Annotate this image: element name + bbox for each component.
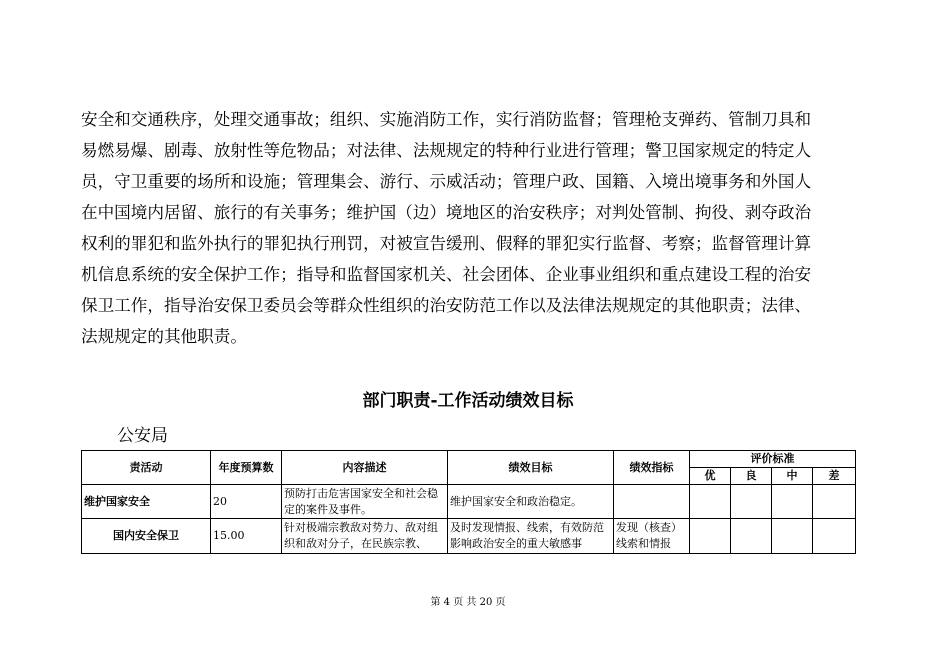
grade-cell [731, 519, 772, 554]
grade-cell [813, 485, 856, 519]
paragraph-line: 机信息系统的安全保护工作；指导和监督国家机关、社会团体、企业事业组织和重点建设工程的治安 [81, 265, 812, 284]
indicator-cell [614, 485, 690, 519]
activity-cell: 国内安全保卫 [82, 519, 211, 554]
header-grade-excellent: 优 [690, 468, 731, 485]
performance-table [81, 450, 856, 554]
grade-cell [690, 519, 731, 554]
grade-cell [772, 485, 813, 519]
indicator-text: 发现（核查）线索和情报 [616, 520, 682, 550]
grade-cell [731, 485, 772, 519]
grade-cell [772, 519, 813, 554]
header-criteria: 评价标准 [690, 451, 856, 468]
department-name: 公安局 [117, 426, 168, 446]
header-indicator: 绩效指标 [614, 451, 690, 485]
header-description: 内容描述 [282, 451, 448, 485]
goal-cell [448, 519, 614, 554]
activity-cell: 维护国家安全 [82, 485, 211, 519]
grade-cell [690, 485, 731, 519]
paragraph-line: 在中国境内居留、旅行的有关事务；维护国（边）境地区的治安秩序；对判处管制、拘役、剥夺政治 [81, 203, 812, 222]
indicator-cell [614, 519, 690, 554]
paragraph-line: 法规规定的其他职责。 [81, 327, 247, 346]
paragraph-line: 保卫工作，指导治安保卫委员会等群众性组织的治安防范工作以及法律法规规定的其他职责；法律、 [81, 296, 812, 315]
header-goal: 绩效目标 [448, 451, 614, 485]
header-budget: 年度预算数 [211, 451, 282, 485]
page-footer: 第 4 页 共 20 页 [430, 597, 506, 608]
table-row [82, 485, 856, 519]
table-row [82, 519, 856, 554]
description-cell [282, 519, 448, 554]
header-grade-poor: 差 [813, 468, 856, 485]
description-cell: 预防打击危害国家安全和社会稳定的案件及事件。 [282, 485, 448, 519]
paragraph-line: 安全和交通秩序，处理交通事故；组织、实施消防工作，实行消防监督；管理枪支弹药、管制刀具和 [81, 110, 812, 129]
header-grade-average: 中 [772, 468, 813, 485]
goal-cell: 维护国家安全和政治稳定。 [448, 485, 614, 519]
paragraph-line: 员，守卫重要的场所和设施；管理集会、游行、示威活动；管理户政、国籍、入境出境事务和外国人 [81, 172, 812, 191]
header-activity: 责活动 [82, 451, 211, 485]
section-title: 部门职责-工作活动绩效目标 [362, 391, 574, 411]
header-grade-good: 良 [731, 468, 772, 485]
table-header-row [82, 451, 856, 468]
description-text: 针对极端宗教敌对势力、敌对组织和敌对分子，在民族宗教、 [284, 520, 438, 550]
budget-cell: 15.00 [211, 519, 282, 554]
body-paragraph [81, 104, 856, 352]
paragraph-line: 权利的罪犯和监外执行的罪犯执行刑罚，对被宣告缓刑、假释的罪犯实行监督、考察；监督管理计算 [81, 234, 812, 253]
paragraph-line: 易燃易爆、剧毒、放射性等危物品；对法律、法规规定的特种行业进行管理；警卫国家规定的特定人 [81, 141, 812, 160]
grade-cell [813, 519, 856, 554]
budget-cell: 20 [211, 485, 282, 519]
goal-text: 及时发现情报、线索，有效防范影响政治安全的重大敏感事 [450, 520, 604, 550]
